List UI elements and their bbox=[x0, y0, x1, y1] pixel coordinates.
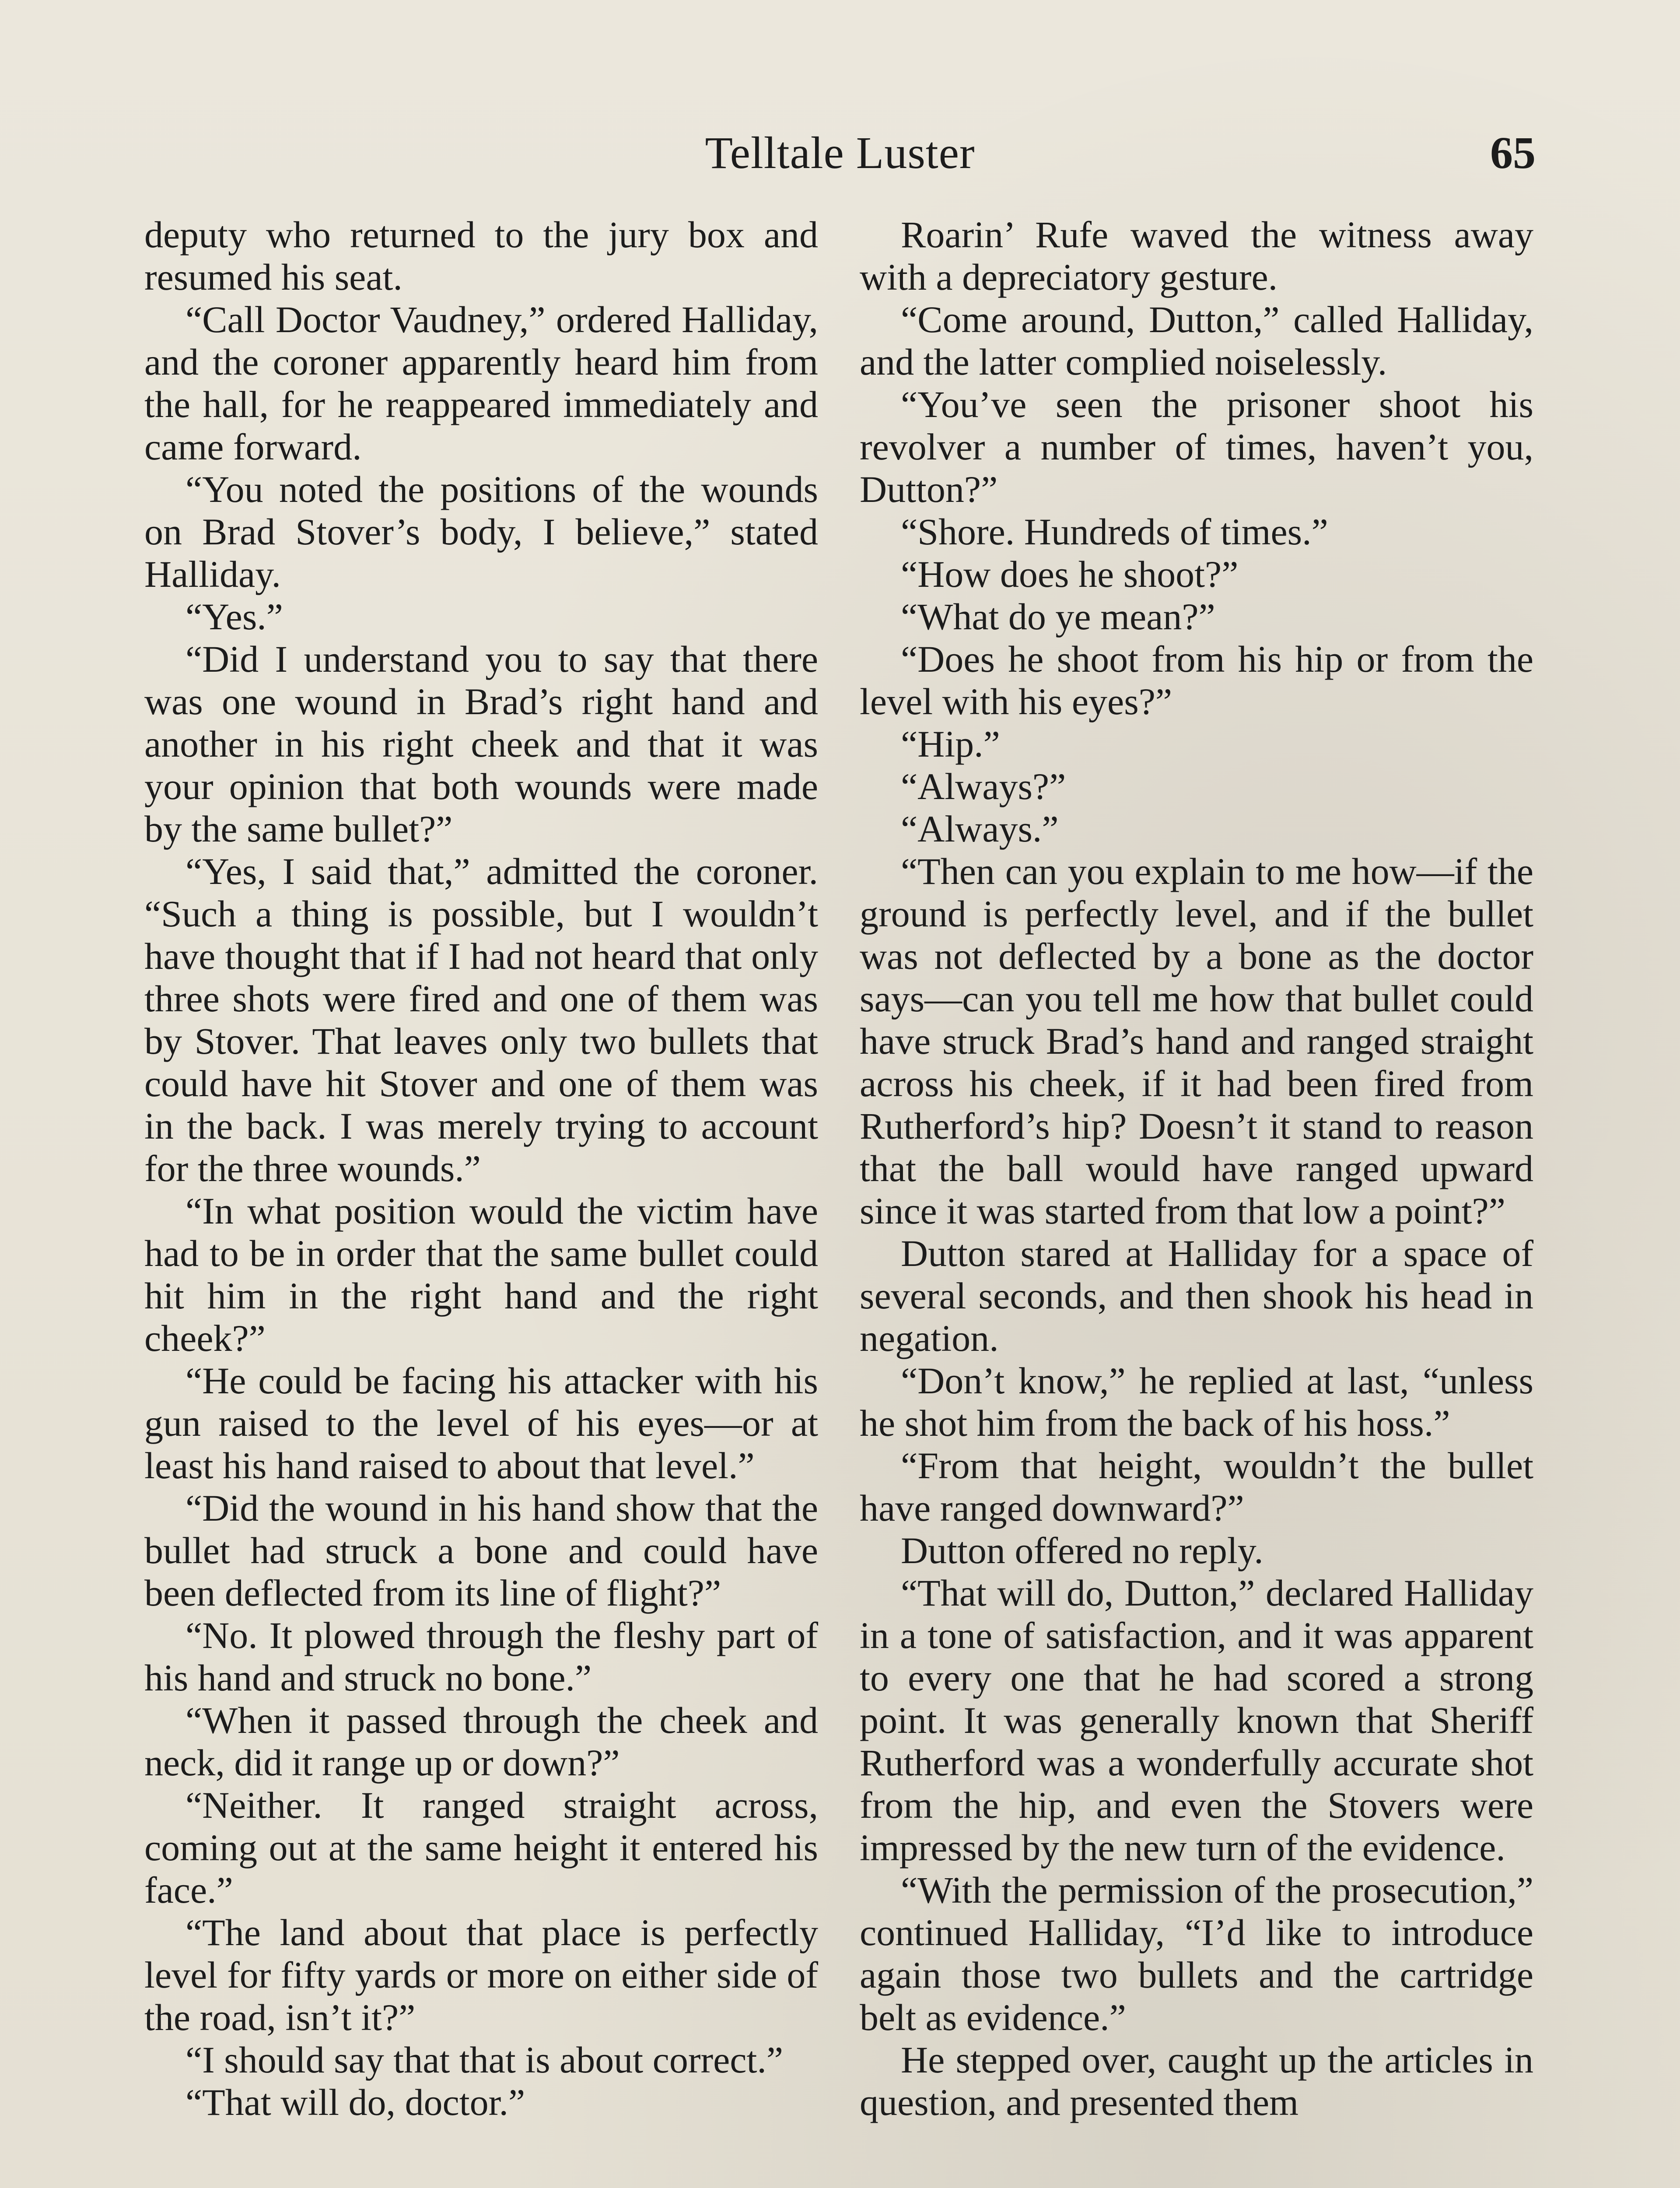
right-text-column bbox=[860, 214, 1533, 2124]
page-header bbox=[144, 127, 1536, 184]
paragraph: “Come around, Dutton,” called Halliday, and the latter complied noiselessly. bbox=[860, 298, 1533, 383]
running-title: Telltale Luster bbox=[705, 128, 975, 178]
paragraph: “Call Doctor Vaudney,” ordered Halliday, and the coroner apparently heard him from the hall, for he reappeared immediately and came forward. bbox=[144, 298, 818, 468]
paragraph: “Yes, I said that,” admitted the coroner. “Such a thing is possible, but I wouldn’t have thought that if I had not heard that only three shots were fired and one of them was by Stover. That leaves only two bullets that could have hit Stover and one of them was in the back. I was merely trying to account for the three wounds.” bbox=[144, 850, 818, 1189]
paragraph: “Did I understand you to say that there was one wound in Brad’s right hand and another in his right cheek and that it was your opinion that both wounds were made by the same bullet?” bbox=[144, 638, 818, 850]
paragraph: “Hip.” bbox=[901, 723, 1000, 765]
paragraph: “That will do, Dutton,” declared Halliday in a tone of satisfaction, and it was apparent to every one that he had scored a strong point. It was generally known that Sheriff Rutherford was a wonderfully accurate shot from the hip, and even the Stovers were impressed by the new turn of the evidence. bbox=[860, 1572, 1533, 1869]
paragraph: “When it passed through the cheek and neck, did it range up or down?” bbox=[144, 1699, 818, 1784]
paragraph: “What do ye mean?” bbox=[901, 596, 1215, 638]
paragraph: “Always.” bbox=[901, 808, 1059, 850]
paragraph: “No. It plowed through the fleshy part of his hand and struck no bone.” bbox=[144, 1614, 818, 1699]
paragraph: “Shore. Hundreds of times.” bbox=[901, 511, 1328, 553]
paragraph: “Did the wound in his hand show that the bullet had struck a bone and could have been deflected from its line of flight?” bbox=[144, 1487, 818, 1614]
paragraph: “You noted the positions of the wounds on Brad Stover’s body, I believe,” stated Halliday. bbox=[144, 468, 818, 595]
paragraph: “From that height, wouldn’t the bullet have ranged downward?” bbox=[860, 1445, 1533, 1529]
paragraph: “With the permission of the prosecution,” continued Halliday, “I’d like to introduce again those two bullets and the cartridge belt as evidence.” bbox=[860, 1869, 1533, 2038]
left-text-column bbox=[144, 214, 818, 2124]
paragraph: “Then can you explain to me how—if the ground is perfectly level, and if the bullet was not deflected by a bone as the doctor says—can you tell me how that bullet could have struck Brad’s hand and ranged straight across his cheek, if it had been fired from Rutherford’s hip? Doesn’t it stand to reason that the ball would have ranged upward since it was started from that low a point?” bbox=[860, 850, 1533, 1232]
paragraph: “In what position would the victim have had to be in order that the same bullet could hit him in the right hand and the right cheek?” bbox=[144, 1190, 818, 1359]
paragraph: “Does he shoot from his hip or from the level with his eyes?” bbox=[860, 638, 1533, 722]
paragraph: “How does he shoot?” bbox=[901, 553, 1239, 595]
paragraph: “That will do, doctor.” bbox=[186, 2081, 525, 2123]
page-number: 65 bbox=[1490, 128, 1536, 178]
paragraph: Roarin’ Rufe waved the witness away with a depreciatory gesture. bbox=[860, 214, 1533, 298]
paragraph: “I should say that that is about correct.” bbox=[186, 2039, 784, 2081]
paragraph: “You’ve seen the prisoner shoot his revolver a number of times, haven’t you, Dutton?” bbox=[860, 383, 1533, 510]
paragraph: “Neither. It ranged straight across, coming out at the same height it entered his face.” bbox=[144, 1784, 818, 1911]
paragraph: Dutton stared at Halliday for a space of several seconds, and then shook his head in negation. bbox=[860, 1232, 1533, 1359]
paragraph: “Don’t know,” he replied at last, “unless he shot him from the back of his hoss.” bbox=[860, 1360, 1533, 1444]
paragraph: Dutton offered no reply. bbox=[901, 1529, 1264, 1571]
paragraph: “He could be facing his attacker with his gun raised to the level of his eyes—or at least his hand raised to about that level.” bbox=[144, 1360, 818, 1487]
paragraph: deputy who returned to the jury box and resumed his seat. bbox=[144, 214, 818, 298]
paragraph: “The land about that place is perfectly level for fifty yards or more on either side of the road, isn’t it?” bbox=[144, 1911, 818, 2038]
paragraph: He stepped over, caught up the articles in question, and presented them bbox=[860, 2039, 1533, 2123]
paragraph: “Always?” bbox=[901, 765, 1066, 807]
paragraph: “Yes.” bbox=[186, 596, 283, 638]
